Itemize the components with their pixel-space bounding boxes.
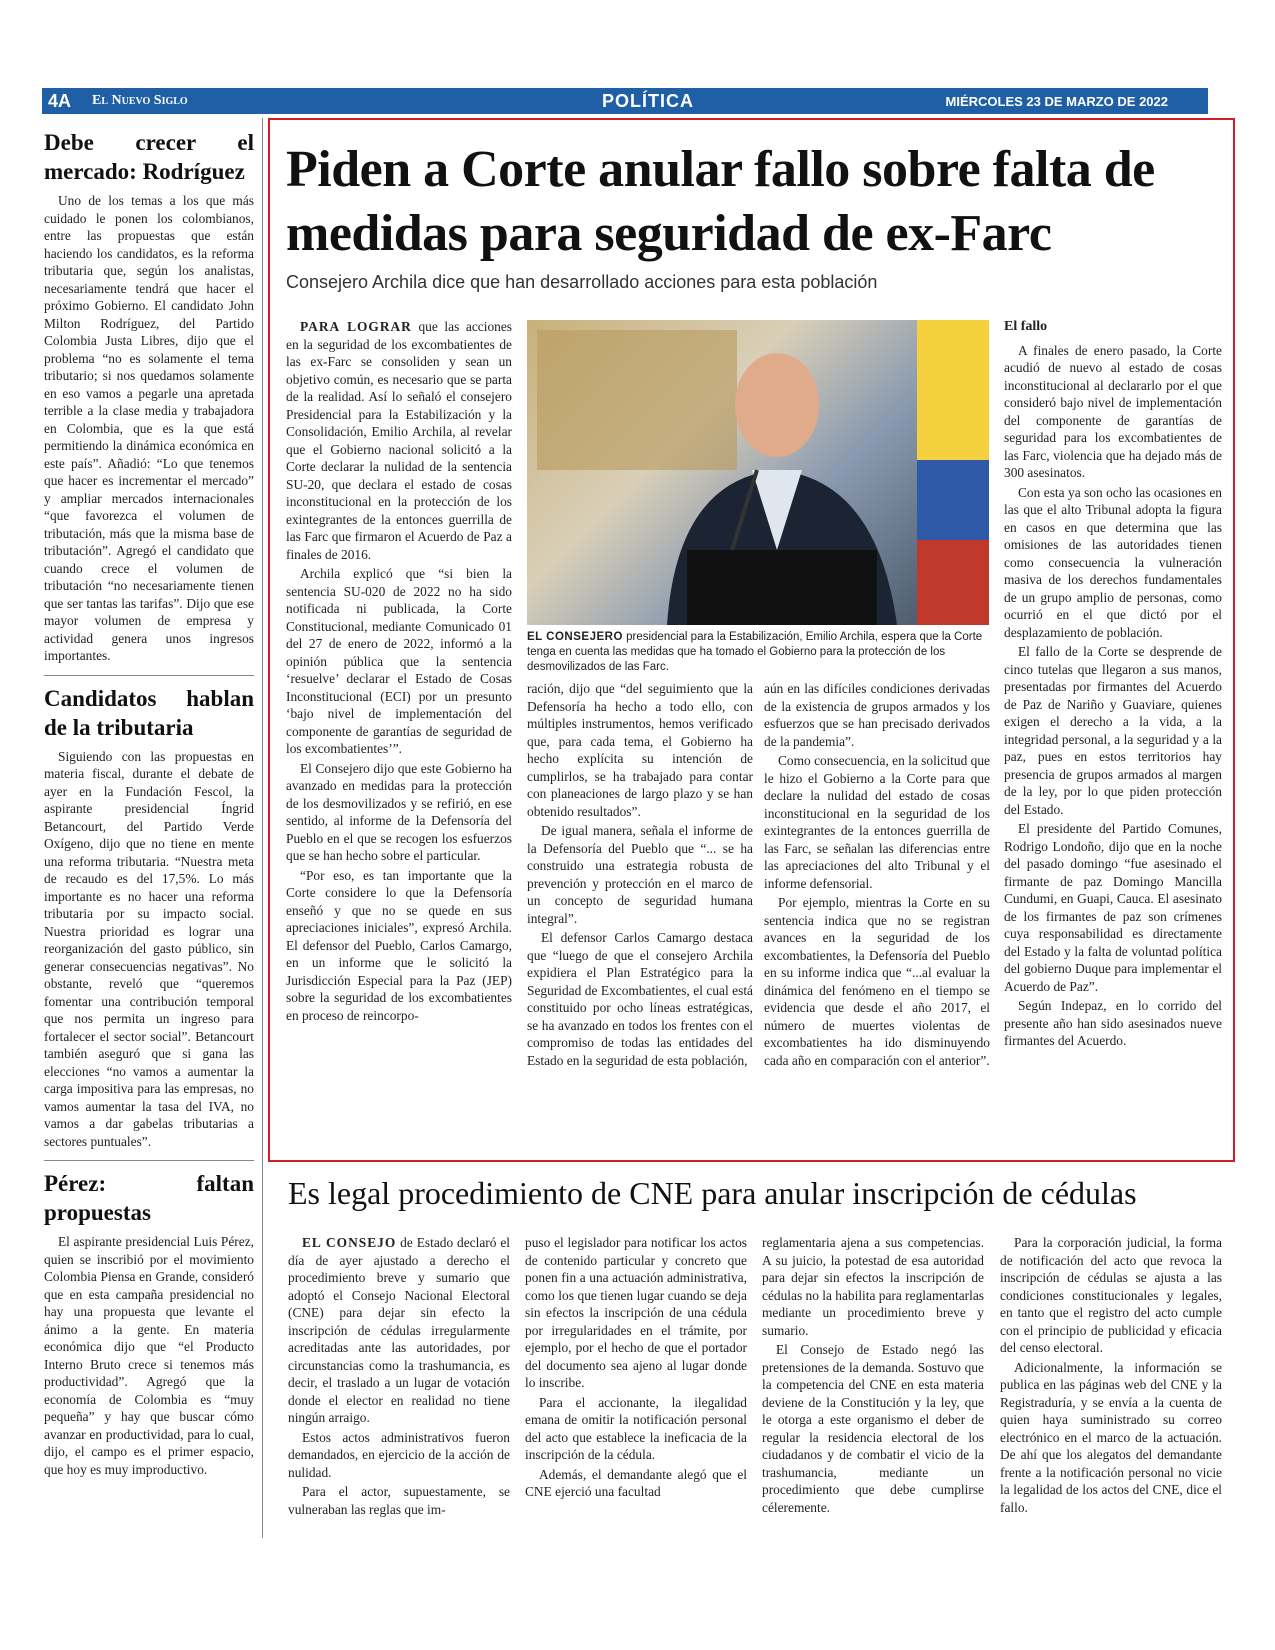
newspaper-name: El Nuevo Siglo (92, 93, 188, 108)
second-column-4 (1000, 1234, 1222, 1518)
section-title: POLÍTICA (602, 91, 694, 111)
second-paragraph: Además, el demandante alegó que el CNE ejerció una facultad (525, 1466, 747, 1499)
sidebar-column (44, 128, 254, 1480)
main-paragraph: El fallo de la Corte se desprende de cinco tutelas que llegaron a sus manos, presentadas por firmantes del Acuerdo de Paz de Nariño y Guaviare, quienes exigen el derecho a la vida, a la integridad personal, a la seguridad y a la paz, pues en estos territorios hay presencia de grupos armados al margen de la ley, por lo que piden protección del Estado. (1004, 644, 1222, 817)
second-paragraph: El Consejo de Estado negó las pretensiones de la demanda. Sostuvo que la competencia del CNE en esta materia deviene de la Constitución y la ley, que le otorga a este organismo el deber de regular la residencia electoral de los ciudadanos y de combatir el vicio de la trashumancia, mediante un procedimiento que debe cumplirse céleremente. (762, 1342, 984, 1515)
sidebar-story1-body: Uno de los temas a los que más cuidado le ponen los colombianos, entre las propuestas que están haciendo los candidatos, es la reforma tributaria que, según los analistas, necesariamente tendrá que hacer el próximo Gobierno. El candidato John Milton Rodríguez, del Partido Colombia Justa Libres, dijo que el problema “no es solamente el tema tributario; si nos quedamos solamente en eso vamos a pegarle una apretada terrible a la clase media y trabajadora en Colombia, que es la que está permitiendo la dinámica económica en este país”. Añadió: “Lo que tenemos que hacer es incrementar el mercado” y ampliar mercados internacionales “que favorezca el volumen de tributación, más que la misma base de tributación”. Agregó el candidato que cuando crece el volumen de tributación “no necesariamente tienen que ser tantas las tarifas”. Dijo que ese mayor volumen de empresa y actividad genera unos ingresos importantes. (44, 193, 254, 663)
second-paragraph: Adicionalmente, la información se publica en las páginas web del CNE y la Registraduría, y se envía a la cuenta de quien haya suministrado su correo electrónico en el marco de la actuación. De ahí que los alegatos del demandante frente a la notificación personal no vicie la legalidad de los actos del CNE, dice el fallo. (1000, 1359, 1222, 1515)
main-column-2 (527, 680, 753, 1071)
second-column-2 (525, 1234, 747, 1503)
main-paragraph: Archila explicó que “si bien la sentencia SU-020 de 2022 no ha sido notificada ni publicada, la Corte Constitucional, mediante Comunicado 01 del 27 de enero de 2022, informó a la opinión pública que la sentencia ‘resuelve’ declarar el Estado de Cosas Inconstitucional (ECI) por un presunto ‘bajo nivel de implementación del componente de garantías de seguridad de los excombatientes’”. (286, 566, 512, 756)
second-column-3 (762, 1234, 984, 1518)
main-lead-word: PARA LOGRAR (300, 319, 412, 334)
sidebar-divider (44, 1160, 254, 1161)
second-paragraph: reglamentaria ajena a sus competencias. A su juicio, la potestad de esa autoridad para dejar sin efectos la inscripción de cédulas no la habilita para reglamentarlas mediante un procedimiento breve y sumario. (762, 1235, 984, 1338)
main-paragraph: El defensor Carlos Camargo destaca que “luego de que el consejero Archila expidiera el Plan Estratégico para la Seguridad de Excombatientes, el cual está constituido por ocho líneas estratégicas, se ha avanzado en todos los frentes con el compromiso de todas las entidades del Estado en la seguridad de esta población, (527, 930, 753, 1068)
speaker-illustration (527, 320, 989, 625)
main-paragraph: Por ejemplo, mientras la Corte en su sentencia indica que no se registran avances en la seguridad de los excombatientes, la Defensoría del Pueblo en su informe indica que “...al evaluar la dinámica del fenómeno en el tiempo se evidencia que desde el año 2017, el número de muertes violentas de excombatientes ha ido disminuyendo cada año en comparación con el anterior”. (764, 895, 990, 1068)
second-paragraph: puso el legislador para notificar los actos de contenido particular y concreto que ponen fin a una actuación administrativa, como los que tienen lugar cuando se deja sin efectos la inscripción de una cédula por irregularidades en el trámite, por ejemplo, por el hecho de que el portador del documento sea ajeno al lugar donde lo inscribe. (525, 1235, 747, 1390)
main-paragraph: aún en las difíciles condiciones derivadas de la existencia de grupos armados y los esfuerzos que se han precisado derivados de la pandemia”. (764, 681, 990, 749)
main-paragraph: Según Indepaz, en lo corrido del presente año han sido asesinados nueve firmantes del Acuerdo. (1004, 998, 1222, 1048)
main-paragraph: De igual manera, señala el informe de la Defensoría del Pueblo que “... se ha construido una estrategia robusta de prevención y protección en el marco de un concepto de seguridad humana integral”. (527, 823, 753, 926)
page-number: 4A (48, 91, 72, 111)
main-column-1 (286, 318, 512, 1026)
second-lead-word: EL CONSEJO (302, 1235, 397, 1250)
main-paragraph: El Consejero dijo que este Gobierno ha avanzado en medidas para la protección de los desmovilizados y se refirió, en ese sentido, al informe de la Defensoría del Pueblo en el que se recogen los esfuerzos que se han hecho sobre el particular. (286, 760, 512, 863)
second-paragraph: Estos actos administrativos fueron demandados, en ejercicio de la acción de nulidad. (288, 1429, 510, 1480)
main-headline: Piden a Corte anular fallo sobre falta de medidas para seguridad de ex-Farc (286, 141, 1155, 262)
second-paragraph: de Estado declaró el día de ayer ajustado a derecho el procedimiento breve y sumario que adoptó el Consejo Nacional Electoral (CNE) para dejar sin efecto la inscripción de cédulas irregularmente acreditadas ante las autoridades, por circunstancias como la trashumancia, es decir, el traslado a un lugar de votación donde el elector en realidad no tiene ningún arraigo. (288, 1235, 510, 1425)
caption-text: presidencial para la Estabilización, Emilio Archila, espera que la Corte tenga en cuenta las medidas que ha tomado el Gobierno para la protección de los desmovilizados de las Farc. (527, 631, 983, 673)
caption-lead: EL CONSEJERO (527, 631, 623, 643)
second-paragraph: Para la corporación judicial, la forma de notificación del acto que revoca la inscripción de cédulas se ajusta a las condiciones constitucionales y legales, en tanto que el registro del acto cumple con el principio de publicidad y eficacia del censo electoral. (1000, 1235, 1222, 1355)
main-paragraph: Con esta ya son ocho las ocasiones en las que el alto Tribunal adopta la figura en casos en que determina que las omisiones de las autoridades tienen como consecuencia la vulneración masiva de los derechos fundamentales de un grupo amplio de personas, como ocurrió en el que dictó por el desplazamiento de población. (1004, 484, 1222, 640)
sidebar-divider (44, 675, 254, 676)
main-column-4 (1004, 318, 1222, 1052)
issue-date: MIÉRCOLES 23 DE MARZO DE 2022 (945, 94, 1168, 109)
main-paragraph: Como consecuencia, en la solicitud que le hizo el Gobierno a la Corte para que declare la nulidad del estado de cosas inconstitucional en la seguridad de los exintegrantes de la entonces guerrilla de las Farc, se señalan las diferencias entre las apreciaciones del alto Tribunal y el informe defensorial. (764, 753, 990, 891)
second-headline: Es legal procedimiento de CNE para anular inscripción de cédulas (288, 1175, 1137, 1211)
sidebar-story1-title: Debe crecer el mercado: Rodríguez (44, 130, 254, 184)
sidebar-story3-title: Pérez: faltan propuestas (44, 1171, 254, 1225)
subhead-el-fallo: El fallo (1004, 319, 1048, 334)
column-rule (262, 118, 263, 1538)
main-subtitle: Consejero Archila dice que han desarrollado acciones para esta población (286, 272, 878, 292)
main-paragraph: A finales de enero pasado, la Corte acudió de nuevo al estado de cosas inconstitucional al declararlo por el que consideró bajo nivel de implementación del componente de garantías de seguridad para los excombatientes de las Farc, violencia que ha dejado más de 300 asesinatos. (1004, 342, 1222, 480)
sidebar-story2-title: Candidatos hablan de la tributaria (44, 685, 254, 740)
photo-caption (527, 630, 989, 675)
main-paragraph: “Por eso, es tan importante que la Corte considere lo que la Defensoría enseñó y que no se quede en sus apreciaciones iniciales”, expresó Archila. El defensor del Pueblo, Carlos Camargo, en un informe que le solicitó la Jurisdicción Especial para la Paz (JEP) sobre la seguridad de los excombatientes en proceso de reincorpo- (286, 867, 512, 1023)
archila-photo (527, 320, 989, 625)
second-paragraph: Para el actor, supuestamente, se vulneraban las reglas que im- (288, 1484, 510, 1517)
sidebar-story2-body: Siguiendo con las propuestas en materia fiscal, durante el debate de ayer en la Fundación Fescol, la aspirante presidencial Íngrid Betancourt, del Partido Verde Oxígeno, dijo que no tiene en mente una reforma tributaria. “Nuestra meta de recaudo es del 17,5%. Lo más importante es no hacer una reforma tributaria por su impacto social. Nuestra prioridad es lograr una reorganización del gasto público, sin generar consecuencias negativas”. No obstante, reveló que “queremos fomentar una contribución temporal que nos permita un ingreso para fortalecer el sector social”. Betancourt también aseguró que si gana las elecciones “no vamos a aumentar la carga impositiva para las empresas, no vamos aumentar la tasa del IVA, no vamos a dar gabelas tributarias a sectores puntuales”. (44, 748, 254, 1149)
main-paragraph: El presidente del Partido Comunes, Rodrigo Londoño, dijo que en la noche del pasado domingo “fue asesinado el firmante de paz Domingo Mancilla Cundumi, en Guapi, Cauca. El asesinato de los firmantes de paz son crímenes cuya responsabilidad es directamente del Estado y la falta de voluntad política del gobierno Duque para implementar el Acuerdo de Paz”. (1004, 821, 1222, 994)
page-header-bar (42, 88, 1208, 114)
second-paragraph: Para el accionante, la ilegalidad emana de omitir la notificación personal del acto que establece la ineficacia de la inscripción de la cédula. (525, 1394, 747, 1462)
second-column-1 (288, 1234, 510, 1520)
sidebar-story3-body: El aspirante presidencial Luis Pérez, quien se inscribió por el movimiento Colombia Piensa en Grande, consideró que en esta campaña presidencial no hay una propuesta que levante el ánimo a la gente. En materia económica dijo que “el Producto Interno Bruto crece si tenemos más productividad”. Agregó que la economía de Colombia es “muy pequeña” y hay que buscar cómo avanzar en productividad, para lo cual, dijo, el campo es el primer espacio, que hoy es muy improductivo. (44, 1234, 254, 1477)
main-column-3 (764, 680, 990, 1071)
main-paragraph: ración, dijo que “del seguimiento que la Defensoría ha hecho a todo ello, con múltiples instrumentos, hemos verificado que, para cada tema, el Gobierno ha hecho explícita su intención de cumplirlos, se ha trabajado para contar con planeaciones de largo plazo y se han obtenido resultados”. (527, 681, 753, 819)
main-paragraph: que las acciones en la seguridad de los excombatientes de las ex-Farc se consoliden y sean un objetivo común, es necesario que se parta de la realidad. Así lo señaló el consejero Presidencial para la Estabilización y la Consolidación, Emilio Archila, al revelar que el Gobierno nacional solicitó a la Corte declarar la nulidad de la sentencia SU-20, que declara el estado de cosas inconstitucional en la protección de los exintegrantes de la entonces guerrilla de las Farc que firmaron el Acuerdo de Paz a finales de 2016. (286, 319, 512, 562)
